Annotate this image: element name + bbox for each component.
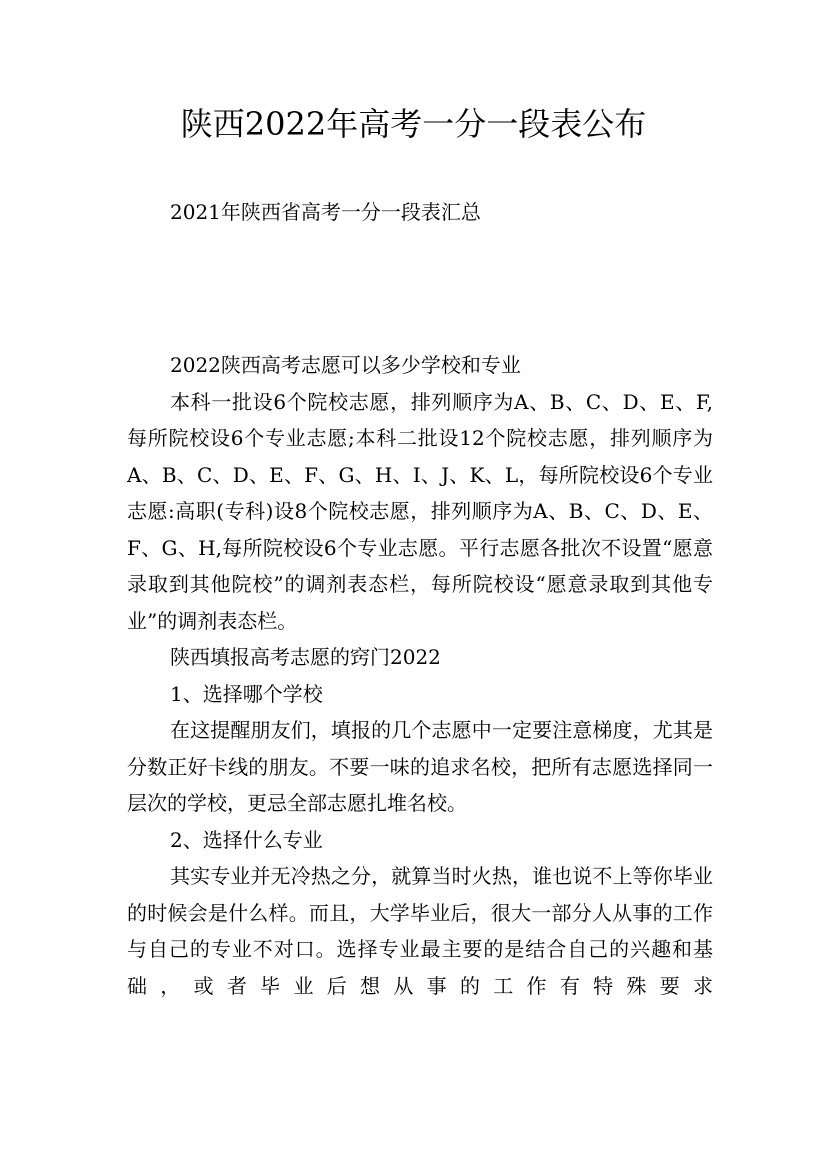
paragraph-major-advice: 其实专业并无冷热之分，就算当时火热，谁也说不上等你毕业的时候会是什么样。而且，大学毕业后，很大一部分人从事的工作与自己的专业不对口。选择专业最主要的是结合自己的兴趣和基础，或者毕业后想从事的工作有特殊要求 bbox=[127, 864, 713, 998]
paragraph-school-advice: 在这提醒朋友们，填报的几个志愿中一定要注意梯度，尤其是分数正好卡线的朋友。不要一味的追求名校，把所有志愿选择同一层次的学校，更忌全部志愿扎堆名校。 bbox=[127, 718, 713, 815]
paragraph-volunteer-rules: 本科一批设6个院校志愿，排列顺序为A、B、C、D、E、F,每所院校设6个专业志愿;本科二批设12个院校志愿，排列顺序为A、B、C、D、E、F、G、H、I、J、K、L，每所院校设6个专业志愿:高职(专科)设8个院校志愿，排列顺序为A、B、C、D、E、F、G、H,每所院校设6个专业志愿。平行志愿各批次不设置“愿意录取到其他院校”的调剂表态栏，每所院校设“愿意录取到其他专业”的调剂表态栏。 bbox=[127, 389, 713, 633]
document-body bbox=[127, 347, 713, 1004]
paragraph-heading-school: 1、选择哪个学校 bbox=[170, 681, 323, 706]
document-title: 陕西2022年高考一分一段表公布 bbox=[180, 105, 647, 143]
paragraph-heading-volunteer-count: 2022陕西高考志愿可以多少学校和专业 bbox=[170, 353, 521, 377]
paragraph-heading-tips: 陕西填报高考志愿的窍门2022 bbox=[170, 645, 441, 669]
paragraph-heading-major: 2、选择什么专业 bbox=[170, 827, 323, 852]
document-subtitle: 2021年陕西省高考一分一段表汇总 bbox=[170, 200, 481, 224]
